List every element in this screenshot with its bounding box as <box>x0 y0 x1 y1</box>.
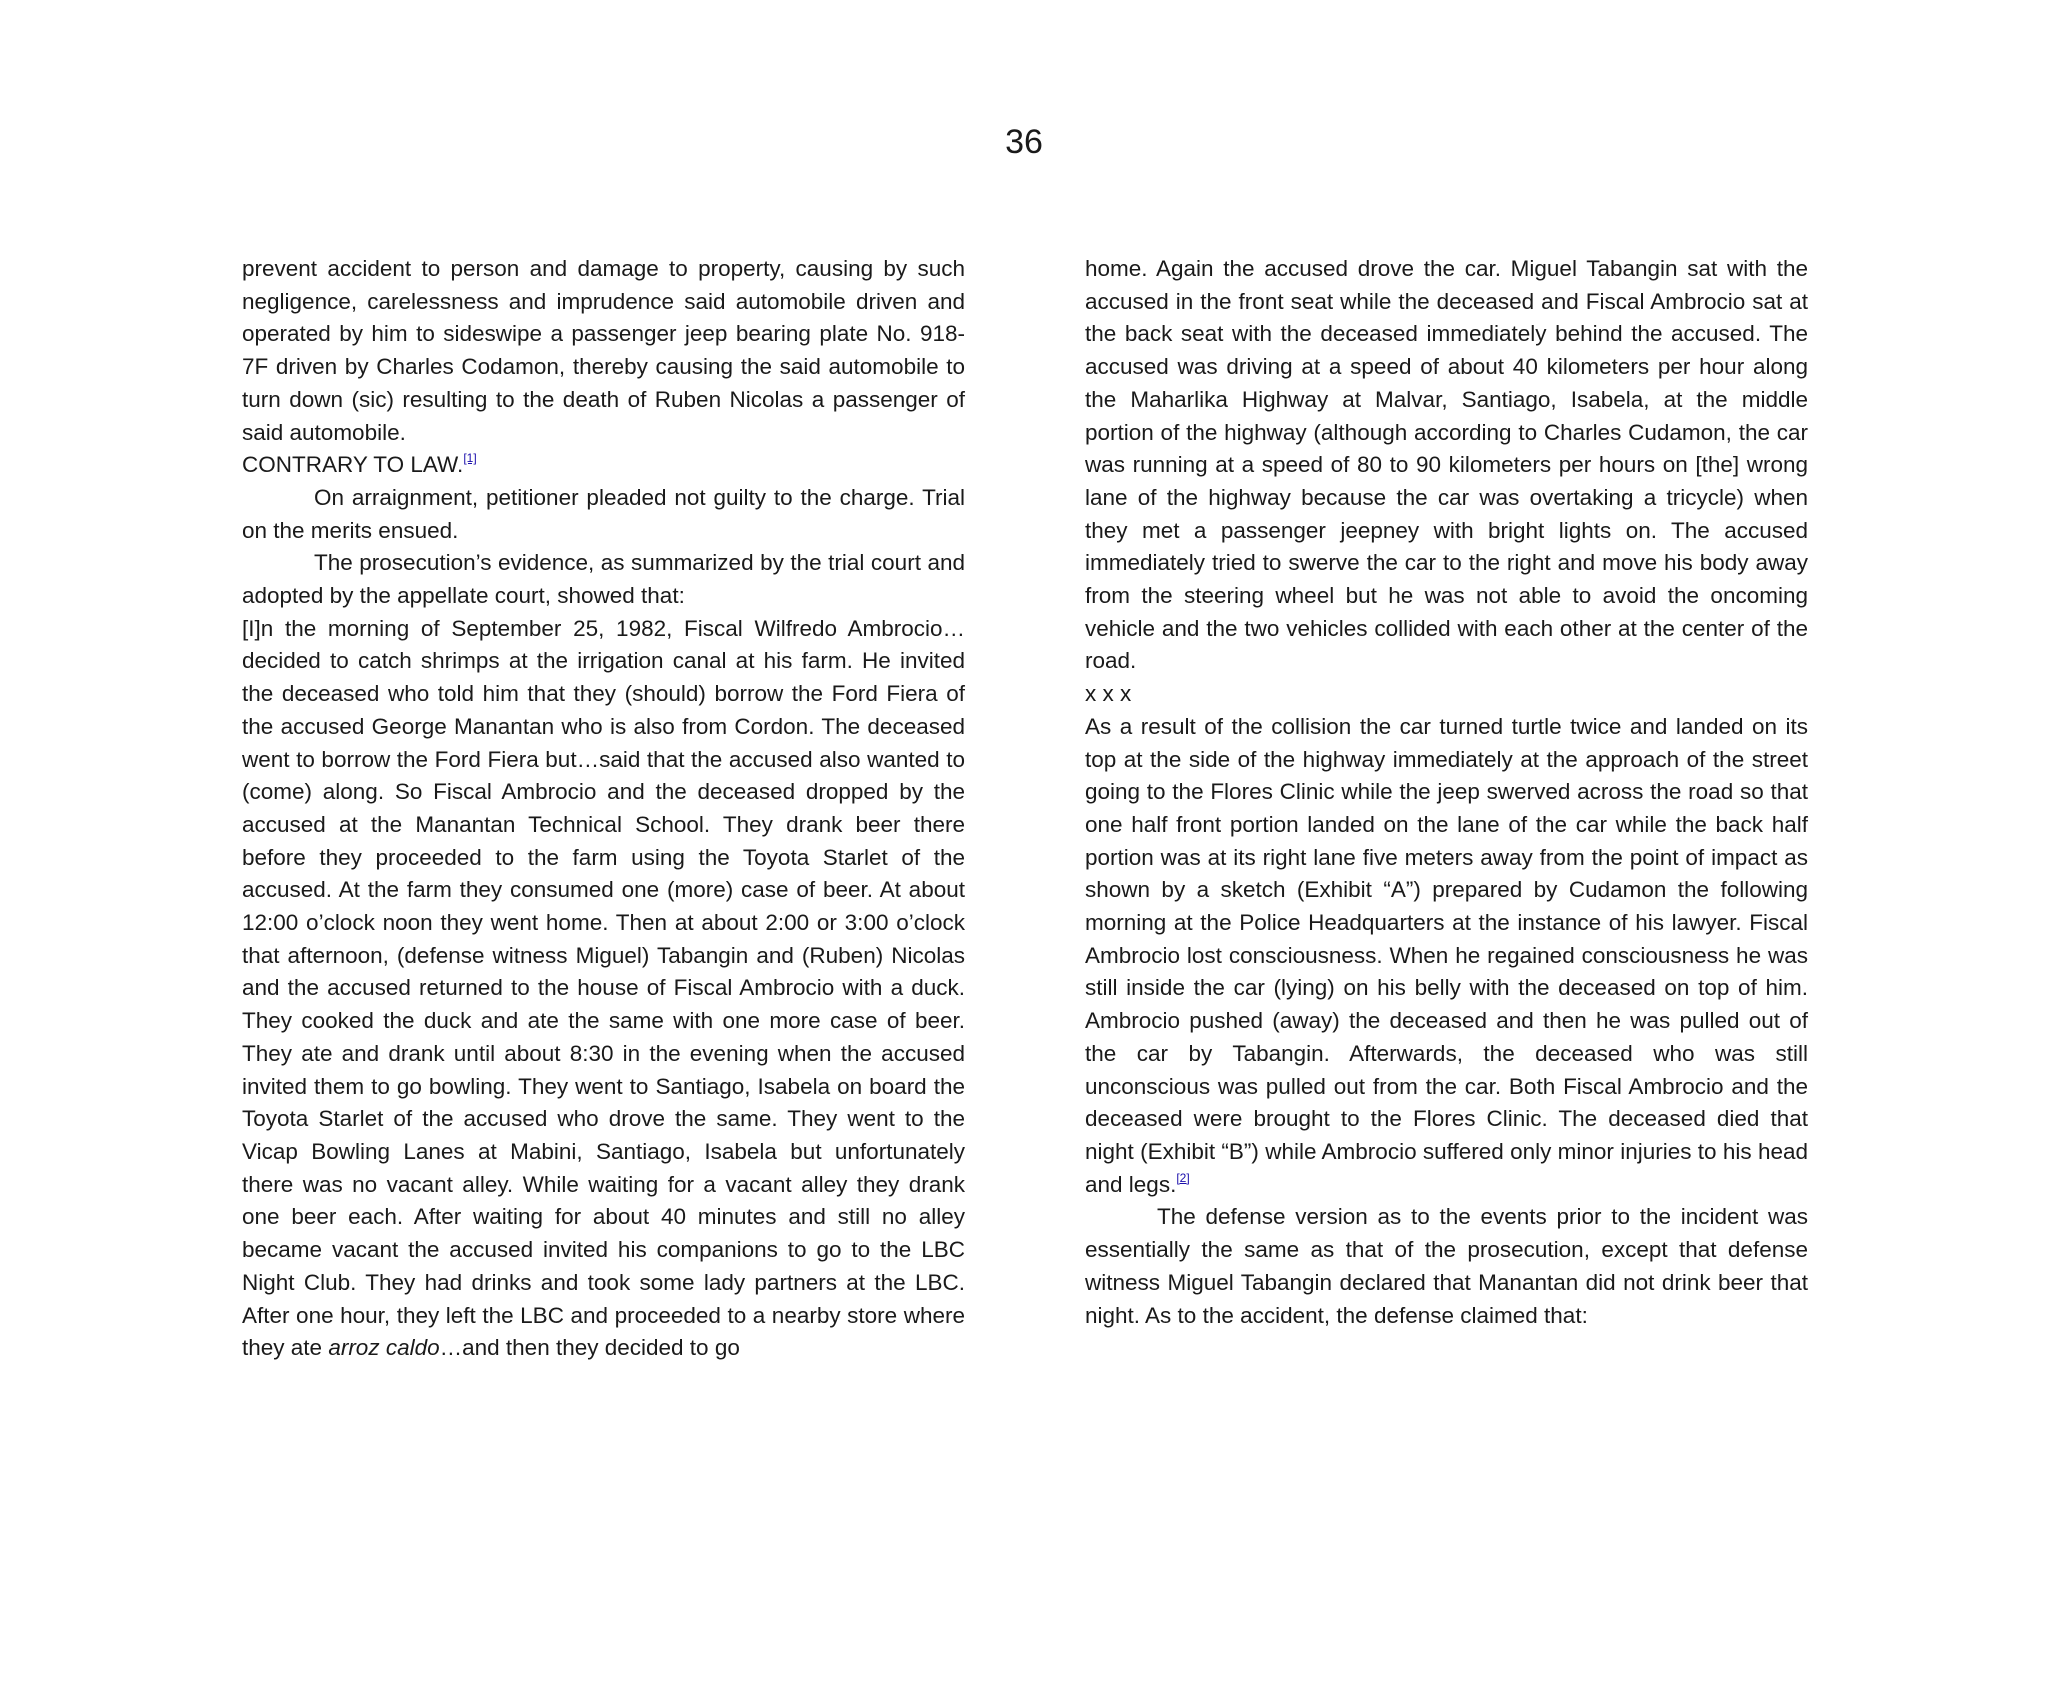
paragraph-collision-result <box>1085 711 1808 1202</box>
footnote-link-1[interactable]: [1] <box>463 451 477 466</box>
paragraph-defense-version: The defense version as to the events prior to the incident was essentially the same as that of the prosecution, except that defense witness Miguel Tabangin declared that Manantan did not drink beer that night. As to the accident, the defense claimed that: <box>1085 1204 1808 1328</box>
quote-text-start: [I]n the morning of September 25, 1982, Fiscal Wilfredo Ambrocio… decided to catch shrimps at the irrigation canal at his farm. He invited the deceased who told him that they (should) borrow the Ford Fiera of the accused George Manantan who is also from Cordon. The deceased went to borrow the Ford Fiera but…said that the accused also wanted to (come) along. So Fiscal Ambrocio and the deceased dropped by the accused at the Manantan Technical School. They drank beer there before they proceeded to the farm using the Toyota Starlet of the accused. At the farm they consumed one (more) case of beer. At about 12:00 o’clock noon they went home. Then at about 2:00 or 3:00 o’clock that afternoon, (defense witness Miguel) Tabangin and (Ruben) Nicolas and the accused returned to the house of Fiscal Ambrocio with a duck. They cooked the duck and ate the same with one more case of beer. They ate and drank until about 8:30 in the evening when the accused invited them to go bowling. They went to Santiago, Isabela on board the Toyota Starlet of the accused who drove the same. They went to the Vicap Bowling Lanes at Mabini, Santiago, Isabela but unfortunately there was no vacant alley. While waiting for a vacant alley they drank one beer each. After waiting for about 40 minutes and still no alley became vacant the accused invited his companions to go to the LBC Night Club. They had drinks and took some lady partners at the LBC. After one hour, they left the LBC and proceeded to a nearby store where they ate <box>242 615 965 1361</box>
contrary-to-law-line <box>242 449 965 482</box>
quote-italic-term: arroz caldo <box>328 1335 440 1361</box>
page-number: 36 <box>1005 123 1043 161</box>
left-column <box>242 253 965 1365</box>
paragraph-prosecution-quote <box>242 613 965 1365</box>
paragraph-arraignment: On arraignment, petitioner pleaded not guilty to the charge. Trial on the merits ensued. <box>242 484 965 543</box>
quote-text-end: …and then they decided to go <box>439 1335 740 1361</box>
footnote-link-2[interactable]: [2] <box>1176 1170 1190 1185</box>
paragraph-prosecution-intro: The prosecution’s evidence, as summarized by the trial court and adopted by the appellate court, showed that: <box>242 550 965 609</box>
paragraph-quote-continuation: home. Again the accused drove the car. Miguel Tabangin sat with the accused in the front seat while the deceased and Fiscal Ambrocio sat at the back seat with the deceased immediately behind the accused. The accused was driving at a speed of about 40 kilometers per hour along the Maharlika Highway at Malvar, Santiago, Isabela, at the middle portion of the highway (although according to Charles Cudamon, the car was running at a speed of 80 to 90 kilometers per hours on [the] wrong lane of the highway because the car was overtaking a tricycle) when they met a passenger jeepney with bright lights on. The accused immediately tried to swerve the car to the right and move his body away from the steering wheel but he was not able to avoid the oncoming vehicle and the two vehicles collided with each other at the center of the road. <box>1085 256 1808 674</box>
collision-result-text: As a result of the collision the car turned turtle twice and landed on its top at the side of the highway immediately at the approach of the street going to the Flores Clinic while the jeep swerved across the road so that one half front portion landed on the lane of the car while the back half portion was at its right lane five meters away from the point of impact as shown by a sketch (Exhibit “A”) prepared by Cudamon the following morning at the Police Headquarters at the instance of his lawyer. Fiscal Ambrocio lost consciousness. When he regained consciousness he was still inside the car (lying) on his belly with the deceased on top of him. Ambrocio pushed (away) the deceased and then he was pulled out of the car by Tabangin. Afterwards, the deceased who was still unconscious was pulled out from the car. Both Fiscal Ambrocio and the deceased were brought to the Flores Clinic. The deceased died that night (Exhibit “B”) while Ambrocio suffered only minor injuries to his head and legs. <box>1085 713 1808 1197</box>
paragraph-information-continuation: prevent accident to person and damage to property, causing by such negligence, carelessness and imprudence said automobile driven and operated by him to sideswipe a passenger jeep bearing plate No. 918-7F driven by Charles Codamon, thereby causing the said automobile to turn down (sic) resulting to the death of Ruben Nicolas a passenger of said automobile. <box>242 256 965 445</box>
contrary-to-law-text: CONTRARY TO LAW. <box>242 452 464 478</box>
right-column <box>1085 253 1808 1332</box>
ellipsis-marker: x x x <box>1085 681 1132 707</box>
